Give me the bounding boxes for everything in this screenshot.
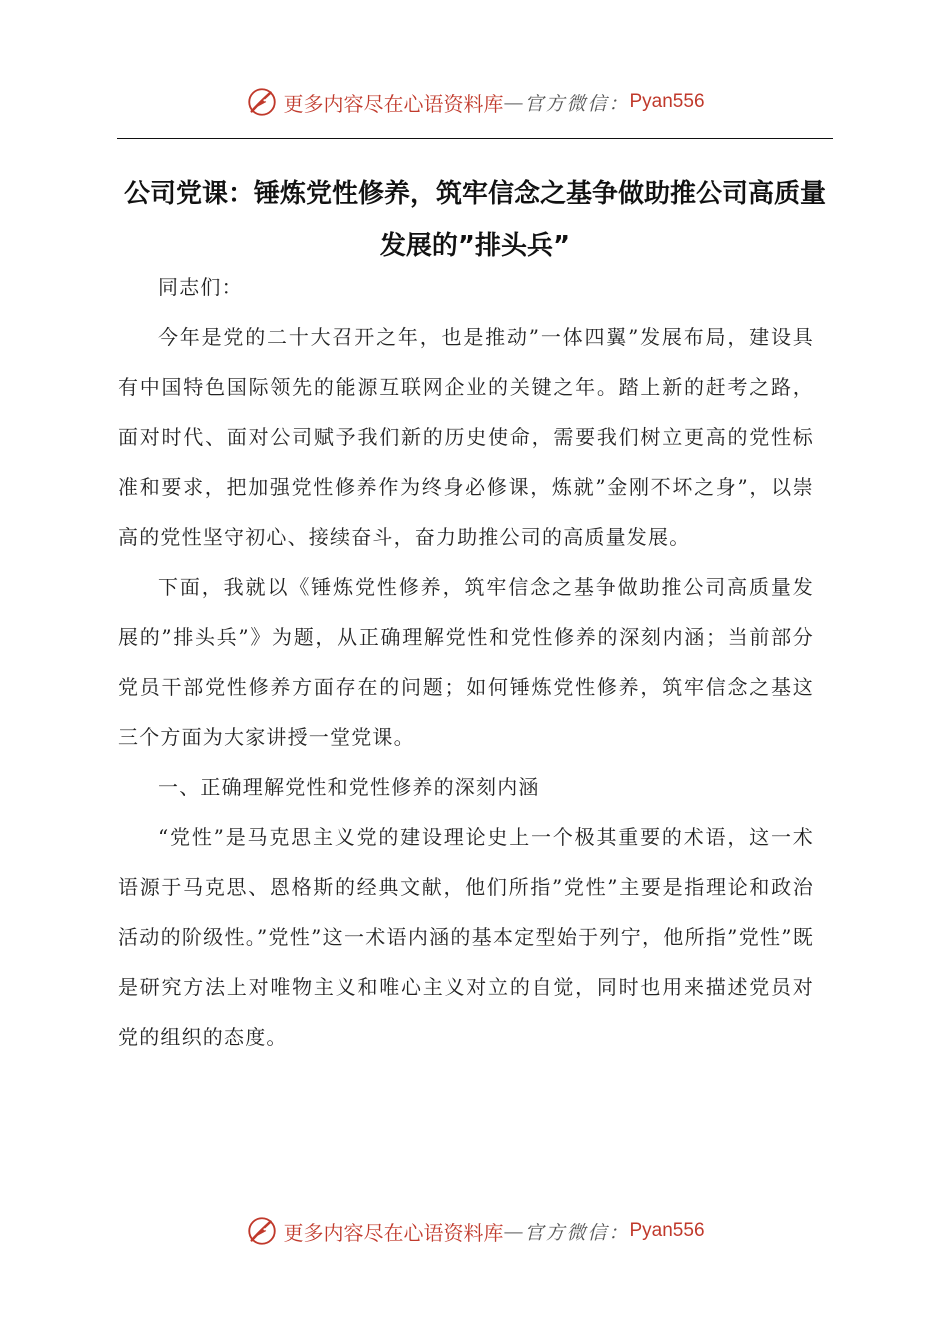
header-separator: — — [503, 90, 525, 114]
document-title: 公司党课：锤炼党性修养，筑牢信念之基争做助推公司高质量发展的”排头兵” — [123, 179, 826, 261]
paragraph-greeting: 同志们： — [158, 275, 243, 299]
pen-nib-logo-icon — [245, 85, 279, 119]
header-banner — [0, 82, 950, 122]
footer-banner — [0, 1211, 950, 1251]
paragraph: 今年是党的二十大召开之年，也是推动”一体四翼”发展布局，建设具有中国特色国际领先的能源互联网企业的关键之年。踏上新的赶考之路，面对时代、面对公司赋予我们新的历史使命，需要我们树立更高的党性标准和要求，把加强党性修养作为终身必修课，炼就”金刚不坏之身”，以崇高的党性坚守初心、接续奋斗，奋力助推公司的高质量发展。 — [118, 325, 814, 549]
header-divider — [117, 138, 833, 139]
header-brand: 更多内容尽在心语资料库 — [283, 91, 504, 116]
document-body — [118, 262, 814, 1062]
footer-wechat-id: Pyan556 — [629, 1220, 705, 1241]
paragraph: “党性”是马克思主义党的建设理论史上一个极其重要的术语，这一术语源于马克思、恩格斯的经典文献，他们所指”党性”主要是指理论和政治活动的阶级性。”党性”这一术语内涵的基本定型始于列宁，他所指”党性”既是研究方法上对唯物主义和唯心主义对立的自觉，同时也用来描述党员对党的组织的态度。 — [118, 825, 814, 1049]
pen-nib-logo-icon — [245, 1214, 279, 1248]
paragraph: 下面，我就以《锤炼党性修养，筑牢信念之基争做助推公司高质量发展的”排头兵”》为题，从正确理解党性和党性修养的深刻内涵；当前部分党员干部党性修养方面存在的问题；如何锤炼党性修养，筑牢信念之基这三个方面为大家讲授一堂党课。 — [118, 575, 814, 749]
footer-separator: — — [503, 1219, 525, 1243]
header-wechat-id: Pyan556 — [629, 91, 705, 112]
header-wechat-label: 官方微信： — [524, 92, 630, 115]
section-heading: 一、正确理解党性和党性修养的深刻内涵 — [158, 775, 540, 799]
footer-wechat-label: 官方微信： — [524, 1221, 630, 1244]
footer-brand: 更多内容尽在心语资料库 — [283, 1220, 504, 1245]
